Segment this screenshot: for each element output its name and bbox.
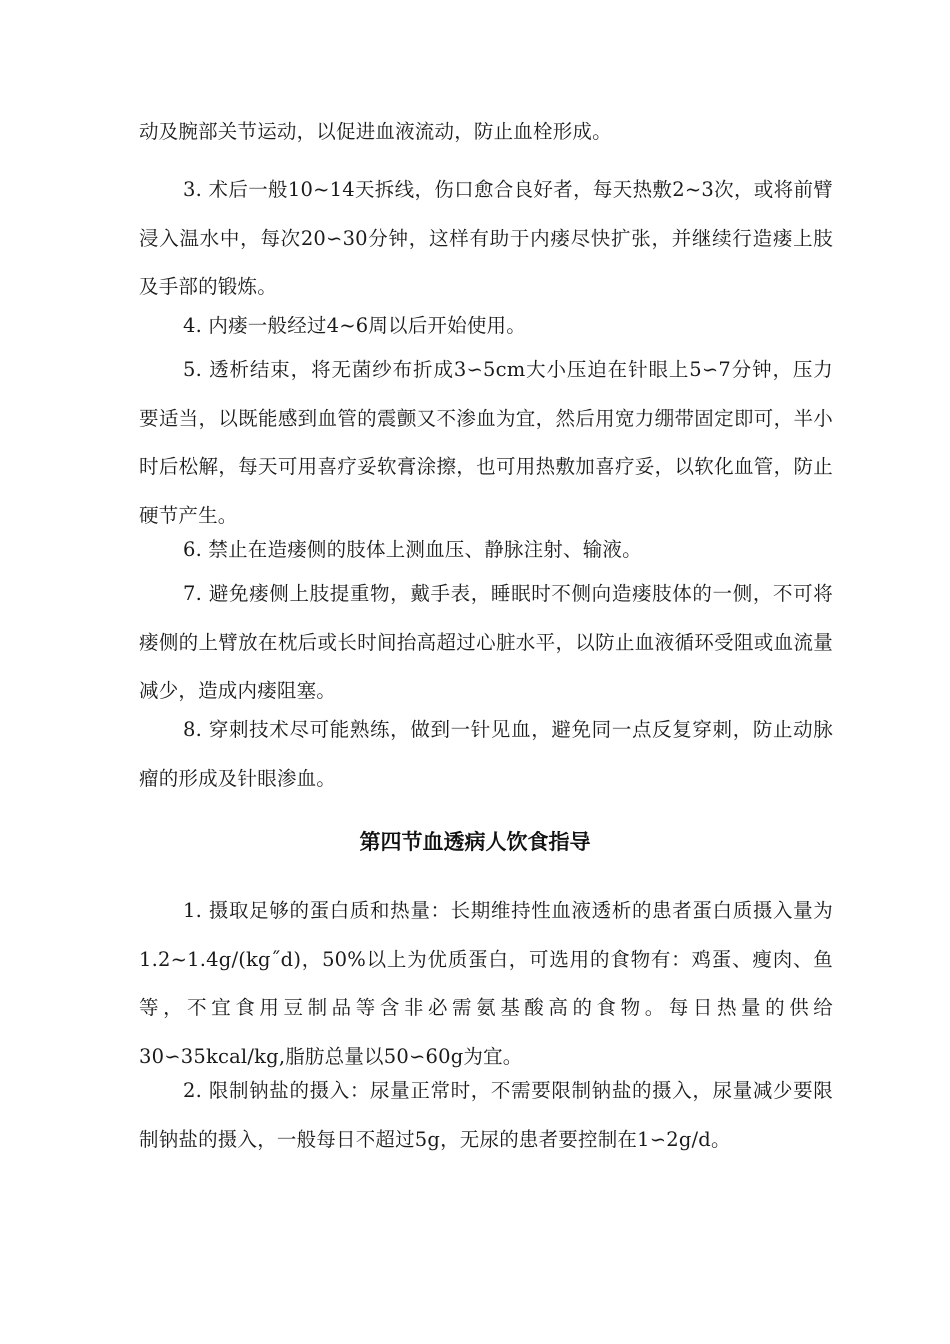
paragraph-diet-2: 2. 限制钠盐的摄入：尿量正常时，不需要限制钠盐的摄入，尿量减少要限制钠盐的摄入，一般每日不超过5g，无尿的患者要控制在1∽2g/d。 bbox=[139, 1079, 833, 1151]
paragraph-diet-1: 1. 摄取足够的蛋白质和热量：长期维持性血液透析的患者蛋白质摄入量为1.2~1.4g/(kg˝d)，50%以上为优质蛋白，可选用的食物有：鸡蛋、瘦肉、鱼等，不宜食用豆制品等含非必需氨基酸高的食物。每日热量的供给30∽35kcal/kg,脂肪总量以50∽60g为宜。 bbox=[139, 899, 833, 1068]
paragraph-item-4: 4. 内瘘一般经过4~6周以后开始使用。 bbox=[183, 314, 526, 337]
paragraph-item-3: 3. 术后一般10~14天拆线，伤口愈合良好者，每天热敷2~3次，或将前臂浸入温水中，每次20∽30分钟，这样有助于内瘘尽快扩张，并继续行造瘘上肢及手部的锻炼。 bbox=[139, 178, 833, 298]
paragraph-item-5: 5. 透析结束，将无菌纱布折成3∽5cm大小压迫在针眼上5∽7分钟，压力要适当，以既能感到血管的震颤又不渗血为宜，然后用宽力绷带固定即可，半小时后松解，每天可用喜疗妥软膏涂擦，也可用热敷加喜疗妥，以软化血管，防止硬节产生。 bbox=[139, 358, 833, 527]
paragraph-item-6: 6. 禁止在造瘘侧的肢体上测血压、静脉注射、输液。 bbox=[183, 538, 642, 561]
paragraph-item-7: 7. 避免瘘侧上肢提重物，戴手表，睡眠时不侧向造瘘肢体的一侧，不可将瘘侧的上臂放在枕后或长时间抬高超过心脏水平，以防止血液循环受阻或血流量减少，造成内瘘阻塞。 bbox=[139, 582, 833, 702]
paragraph-item-8: 8. 穿刺技术尽可能熟练，做到一针见血，避免同一点反复穿刺，防止动脉瘤的形成及针眼渗血。 bbox=[139, 718, 833, 790]
section-title: 第四节血透病人饮食指导 bbox=[359, 830, 591, 854]
paragraph-continuation: 动及腕部关节运动，以促进血液流动，防止血栓形成。 bbox=[139, 120, 612, 143]
